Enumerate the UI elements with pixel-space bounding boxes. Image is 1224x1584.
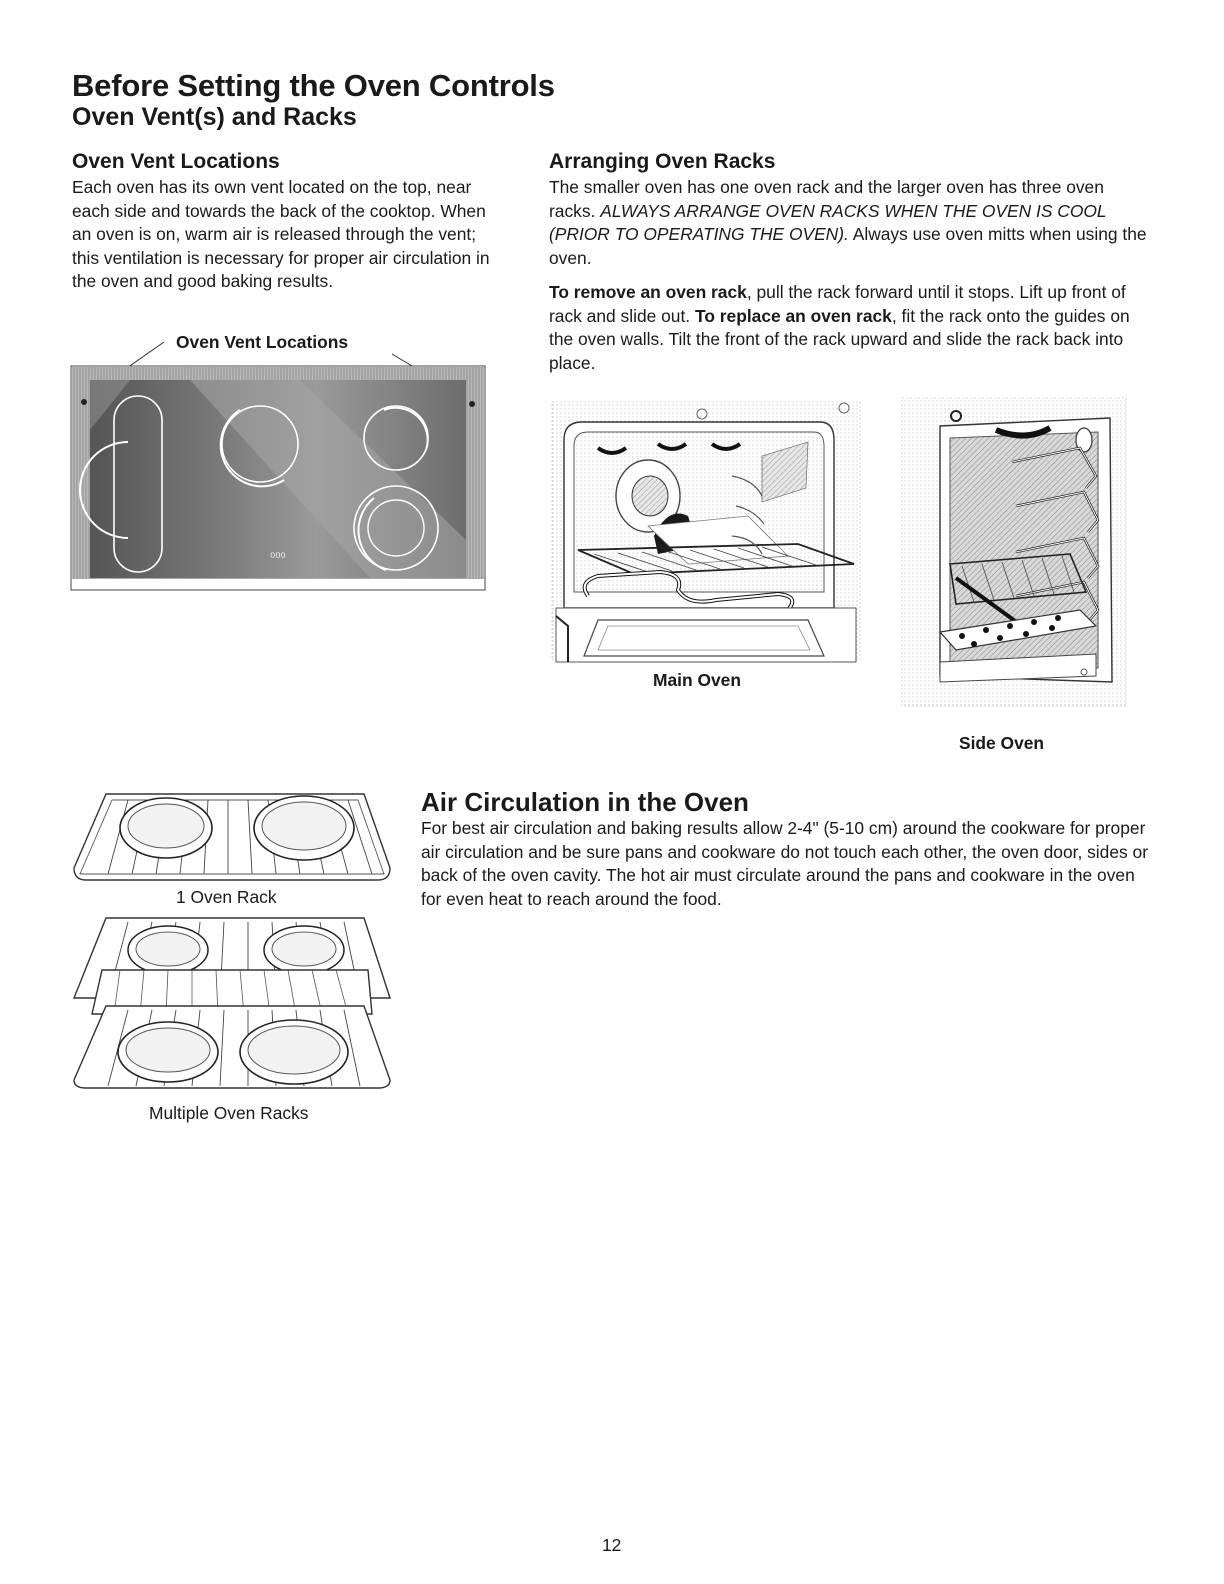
- vent-section-body: Each oven has its own vent located on the top, near each side and towards the back of the cooktop. When an oven is on, warm air is released through the vent; this ventilation is necessary for proper air circulation in the oven and good baking results.: [72, 177, 490, 292]
- racks-section-para2: [549, 281, 1149, 375]
- racks-section-para1: [549, 176, 1149, 270]
- vent-figure-caption: Oven Vent Locations: [176, 332, 349, 352]
- replace-rack-label: To replace an oven rack: [694, 305, 892, 326]
- replace-rack-text: , fit the rack onto the guides on the oven walls. Tilt the front of the rack upward and slide the rack back into place.: [549, 305, 1130, 373]
- main-oven-caption: Main Oven: [653, 670, 741, 690]
- multi-rack-figure: [72, 914, 392, 1090]
- air-section-body: For best air circulation and baking results allow 2-4" (5-10 cm) around the cookware for proper air circulation and be sure pans and cookware do not touch each other, the oven door, sides or back of the oven cavity. The hot air must circulate around the pans and cookware in the oven for even heat to reach around the food.: [421, 818, 1149, 909]
- one-rack-figure: [72, 790, 392, 886]
- page-number: 12: [602, 1535, 622, 1555]
- cooktop-burner-indicator: ⁰⁰⁰: [270, 550, 286, 565]
- racks-para1-tail: Always use oven mitts when using the oven.: [549, 224, 1147, 268]
- right-vent-icon: [469, 401, 475, 407]
- main-oven-figure: [548, 396, 864, 666]
- side-oven-figure: [900, 396, 1128, 708]
- one-rack-caption: 1 Oven Rack: [176, 887, 277, 907]
- left-vent-icon: [81, 399, 87, 405]
- cooktop-figure: [70, 340, 486, 592]
- racks-para1-warning: ALWAYS ARRANGE OVEN RACKS WHEN THE OVEN IS COOL (PRIOR TO OPERATING THE OVEN).: [549, 200, 1107, 245]
- racks-section-heading: Arranging Oven Racks: [549, 150, 776, 173]
- remove-rack-label: To remove an oven rack: [549, 282, 747, 302]
- vent-section-heading: Oven Vent Locations: [72, 150, 280, 173]
- page-title: Before Setting the Oven Controls: [72, 68, 555, 103]
- racks-para1-text: The smaller oven has one oven rack and the larger oven has three oven racks.: [549, 177, 1104, 221]
- remove-rack-text: , pull the rack forward until it stops. Lift up front of rack and slide out.: [549, 282, 1126, 326]
- page-subtitle: Oven Vent(s) and Racks: [72, 103, 357, 131]
- side-oven-caption: Side Oven: [959, 733, 1045, 753]
- multi-rack-caption: Multiple Oven Racks: [149, 1103, 309, 1123]
- air-section-heading: Air Circulation in the Oven: [421, 787, 749, 817]
